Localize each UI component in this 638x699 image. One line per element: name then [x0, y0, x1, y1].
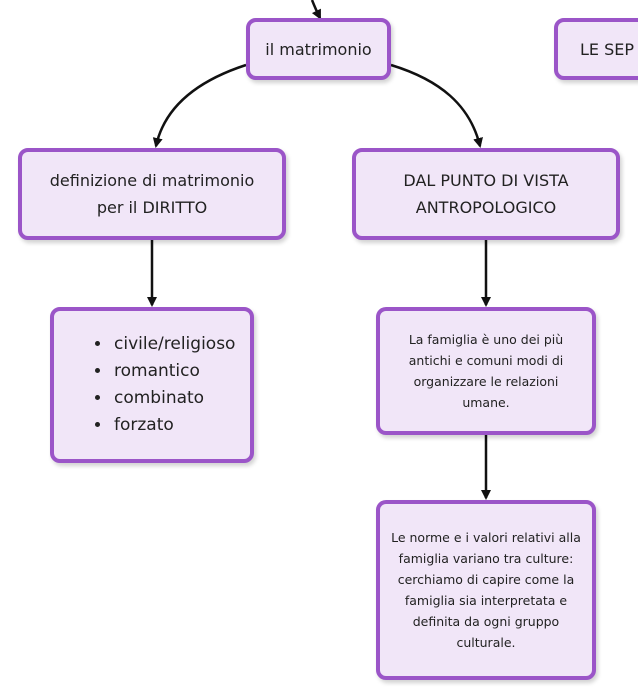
node-text-line: per il DIRITTO [96, 198, 208, 217]
node-label: LE SEP [580, 39, 635, 59]
node-il-matrimonio[interactable] [246, 18, 391, 80]
node-le-separazioni[interactable] [554, 18, 638, 80]
node-text-line: antichi e comuni modi di [408, 353, 564, 368]
node-label: il matrimonio [265, 39, 372, 59]
node-text-line: Le norme e i valori relativi alla [391, 530, 581, 545]
node-text-line: organizzare le relazioni [413, 374, 559, 389]
node-text [403, 167, 568, 221]
node-text-line: definizione di matrimonio [49, 171, 255, 190]
node-tipi-di-matrimonio[interactable] [50, 307, 254, 463]
list-item: • combinato [112, 385, 235, 412]
node-punto-di-vista-antropologico[interactable] [352, 148, 620, 240]
node-norme-e-valori[interactable] [376, 500, 596, 680]
node-text-line: famiglia variano tra culture: [398, 551, 574, 566]
node-text-line: definita da ogni gruppo [412, 614, 560, 629]
node-text [50, 167, 255, 221]
list-item: • civile/religioso [112, 331, 235, 358]
connector-root-to-definition [156, 65, 246, 146]
node-definizione-diritto[interactable] [18, 148, 286, 240]
node-text-line: DAL PUNTO DI VISTA [403, 171, 569, 190]
node-text-line: cerchiamo di capire come la [397, 572, 575, 587]
node-text-line: culturale. [456, 635, 516, 650]
incoming-connector [312, 0, 320, 18]
node-text [391, 527, 581, 653]
bullet-list [92, 331, 235, 439]
node-text-line: La famiglia è uno dei più [408, 332, 564, 347]
connector-root-to-anthropological [391, 65, 480, 146]
list-item: • forzato [112, 412, 235, 439]
node-text-line: umane. [462, 395, 510, 410]
node-la-famiglia[interactable] [376, 307, 596, 435]
node-text-line: famiglia sia interpretata e [404, 593, 568, 608]
node-text [409, 329, 563, 413]
list-item: • romantico [112, 358, 235, 385]
node-text-line: ANTROPOLOGICO [415, 198, 557, 217]
